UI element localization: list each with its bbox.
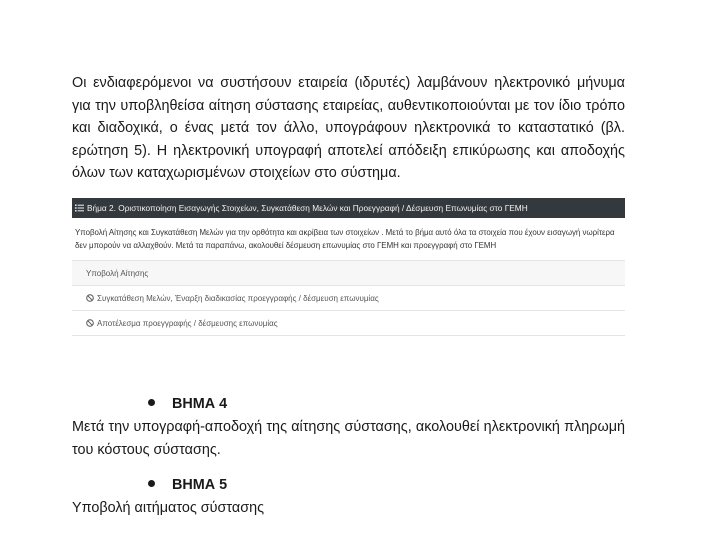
- step-list: [72, 260, 625, 336]
- step-item-registration-result: [72, 311, 625, 336]
- embedded-screenshot: [72, 198, 625, 344]
- step4-paragraph: Μετά την υπογραφή-αποδοχή της αίτησης σύστασης, ακολουθεί ηλεκτρονική πληρωμή του κόστους σύστασης.: [72, 419, 625, 458]
- step-item-submit-application[interactable]: [72, 261, 625, 286]
- step5-heading-text: ΒΗΜΑ 5: [172, 477, 228, 493]
- step5-paragraph: Υποβολή αιτήματος σύστασης: [72, 500, 265, 516]
- step-panel-description: Υποβολή Αίτησης και Συγκατάθεση Μελών για την ορθότητα και ακρίβεια των στοιχείων . Μετά το βήμα αυτό όλα τα στοιχεία που έχουν εισαγωγή νωρίτερα δεν μπορούν να αλλαχθούν. Μετά τα παραπάνω, ακολουθεί δέσμευση επωνυμίας στο ΓΕΜΗ και προεγγραφή στο ΓΕΜΗ: [75, 228, 615, 250]
- intro-paragraph: Οι ενδιαφερόμενοι να συστήσουν εταιρεία (ιδρυτές) λαμβάνουν ηλεκτρονικό μήνυμα για την υποβληθείσα αίτηση σύστασης εταιρείας, αυθεντικοποιούνται με τον ίδιο τρόπο και διαδοχικά, ο ένας μετά τον άλλο, υπογράφουν ηλεκτρονικά το καταστατικό (βλ. ερώτηση 5). Η ηλεκτρονική υπογραφή αποτελεί απόδειξη επικύρωσης και αποδοχής όλων των καταχωρισμένων στοιχείων στο σύστημα.: [72, 75, 625, 182]
- step-item-label: Συγκατάθεση Μελών, Έναρξη διαδικασίας προεγγραφής / δέσμευση επωνυμίας: [97, 294, 379, 303]
- step5-heading: [148, 475, 227, 495]
- step-panel-title: Βήμα 2. Οριστικοποίηση Εισαγωγής Στοιχείων, Συγκατάθεση Μελών και Προεγγραφή / Δέσμευση Επωνυμίας στο ΓΕΜΗ: [87, 203, 528, 213]
- ban-icon: [86, 294, 94, 302]
- list-icon: [75, 204, 84, 212]
- step-item-label: Υποβολή Αίτησης: [86, 269, 149, 278]
- step-panel-header: [72, 198, 625, 218]
- step4-heading: [148, 394, 227, 414]
- ban-icon: [86, 319, 94, 327]
- step4-heading-text: ΒΗΜΑ 4: [172, 396, 228, 412]
- bullet-icon: [148, 480, 155, 487]
- step-item-member-consent: [72, 286, 625, 311]
- step-item-label: Αποτέλεσμα προεγγραφής / δέσμευσης επωνυμίας: [97, 319, 278, 328]
- bullet-icon: [148, 399, 155, 406]
